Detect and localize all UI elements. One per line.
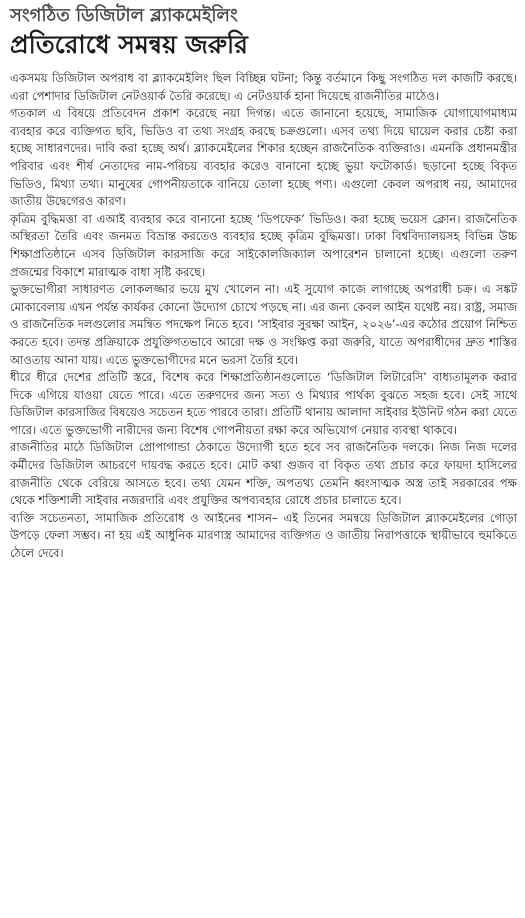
article-headline: প্রতিরোধে সমন্বয় জরুরি: [10, 30, 248, 59]
article-paragraph: ধীরে ধীরে দেশের প্রতিটি স্তরে, বিশেষ করে শিক্ষাপ্রতিষ্ঠানগুলোতে ‘ডিজিটাল লিটারেসি’ বাধ্যতামূলক করার দিকে এগিয়ে যাওয়া যেতে পারে। এতে তরুণদের জন্য সত্য ও মিথ্যার পার্থক্য বুঝতে সহজ হবে। সেই সাথে ডিজিটাল কারসাজির বিষয়েও সচেতন হতে পারবে তারা। প্রতিটি থানায় আলাদা সাইবার ইউনিট গঠন করা যেতে পারে। এতে ভুক্তভোগী নারীদের জন্য বিশেষ গোপনীয়তা রক্ষা করে অভিযোগ নেয়ার ব্যবস্থা থাকবে।: [10, 370, 517, 437]
article-paragraph: রাজনীতির মাঠে ডিজিটাল প্রোপাগান্ডা ঠেকাতে উদ্যোগী হতে হবে সব রাজনৈতিক দলকে। নিজ নিজ দলের কর্মীদের ডিজিটাল আচরণে দায়বদ্ধ করতে হবে। মোট কথা গুজব বা বিকৃত তথ্য প্রচার করে ফায়দা হাসিলের রাজনীতি থেকে বেরিয়ে আসতে হবে। তথ্য যেমন শক্তি, অপতথ্য তেমনি ধ্বংসাত্মক অস্ত্র তাই সরকারের পক্ষ থেকে শক্তিশালী সাইবার নজরদারি এবং প্রযুক্তির অপব্যবহার রোধে প্রচার চালাতে হবে।: [10, 440, 517, 508]
article-paragraph: ভুক্তভোগীরা সাধারণত লোকলজ্জার ভয়ে মুখ খোলেন না। এই সুযোগ কাজে লাগাচ্ছে অপরাধী চক্র। এ সঙ্কট মোকাবেলায় এখন পর্যন্ত কার্যকর কোনো উদ্যোগ চোখে পড়ছে না। এর জন্য কেবল আইন যথেষ্ট নয়। রাষ্ট্র, সমাজ ও রাজনৈতিক দলগুলোর সমন্বিত পদক্ষেপ নিতে হবে। ‘সাইবার সুরক্ষা আইন, ২০২৬’-এর কঠোর প্রয়োগ নিশ্চিত করতে হবে। তদন্ত প্রক্রিয়াকে প্রযুক্তিগতভাবে আরো দক্ষ ও সংক্ষিপ্ত করা জরুরি, যাতে অপরাধীদের দ্রুত শাস্তির আওতায় আনা যায়। এতে ভুক্তভোগীদের মনে ভরসা তৈরি হবে।: [10, 282, 517, 367]
article-paragraph: গতকাল এ বিষয়ে প্রতিবেদন প্রকাশ করেছে নয়া দিগন্ত। এতে জানানো হয়েছে, সামাজিক যোগাযোগমাধ্যম ব্যবহার করে ব্যক্তিগত ছবি, ভিডিও বা তথ্য সংগ্রহ করছে চক্রগুলো। এসব তথ্য দিয়ে ঘায়েল করার চেষ্টা করা হচ্ছে সাধারণদের। দাবি করা হচ্ছে অর্থ। ব্ল্যাকমেইলের শিকার হচ্ছেন রাজনৈতিক ব্যক্তিরাও। এমনকি প্রধানমন্ত্রীর পরিবার এবং শীর্ষ নেতাদের নাম-পরিচয় ব্যবহার করেও বানানো হচ্ছে ভুয়া ফটোকার্ড। ছড়ানো হচ্ছে বিকৃত ভিডিও, মিথ্যা তথ্য। মানুষের গোপনীয়তাকে বানিয়ে তোলা হচ্ছে পণ্য। এগুলো কেবল অপরাধ নয়, আমাদের জাতীয় উদ্বেগেরও কারণ।: [10, 106, 517, 209]
article-body: [10, 70, 517, 563]
article-paragraph: কৃত্রিম বুদ্ধিমত্তা বা এআই ব্যবহার করে বানানো হচ্ছে ‘ডিপফেক’ ভিডিও। করা হচ্ছে ভয়েস ক্লোন। রাজনৈতিক অস্থিরতা তৈরি এবং জনমত বিভ্রান্ত করতেও ব্যবহার হচ্ছে কৃত্রিম বুদ্ধিমত্তা। ঢাকা বিশ্ববিদ্যালয়সহ বিভিন্ন উচ্চ শিক্ষাপ্রতিষ্ঠানে এসব ডিজিটাল কারসাজি করে সাইকোলজিক্যাল অপারেশন চালানো হচ্ছে। এগুলো তরুণ প্রজন্মের বিকাশে মারাত্মক বাধা সৃষ্টি করছে।: [10, 211, 517, 279]
article-paragraph: একসময় ডিজিটাল অপরাধ বা ব্ল্যাকমেইলিং ছিল বিচ্ছিন্ন ঘটনা; কিন্তু বর্তমানে কিছু সংগঠিত দল কাজটি করছে। এরা পেশাদার ডিজিটাল নেটওয়ার্ক তৈরি করেছে। এ নেটওয়ার্ক হানা দিয়েছে রাজনীতির মাঠেও।: [10, 71, 517, 103]
article-paragraph: ব্যক্তি সচেতনতা, সামাজিক প্রতিরোধ ও আইনের শাসন– এই তিনের সমন্বয়ে ডিজিটাল ব্ল্যাকমেইলের গোড়া উপড়ে ফেলা সম্ভব। না হয় এই আধুনিক মারণাস্ত্র আমাদের ব্যক্তিগত ও জাতীয় নিরাপত্তাকে স্থায়ীভাবে হুমকিতে ঠেলে দেবে।: [10, 510, 517, 561]
article-kicker: সংগঠিত ডিজিটাল ব্ল্যাকমেইলিং: [10, 5, 238, 26]
